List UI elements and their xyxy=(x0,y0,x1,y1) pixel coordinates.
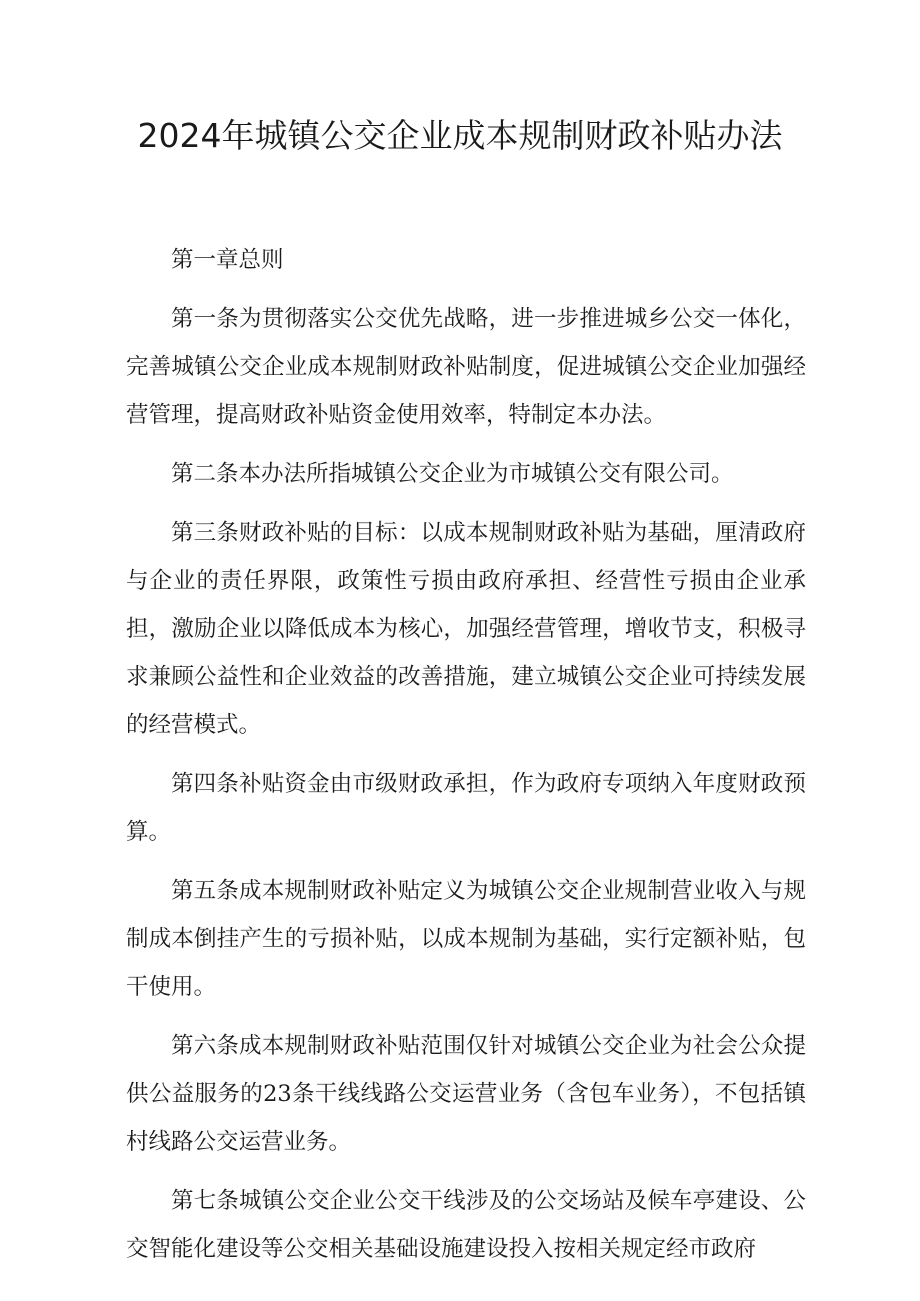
document-title: 2024年城镇公交企业成本规制财政补贴办法 xyxy=(137,116,783,155)
chapter-heading: 第一章总则 xyxy=(171,247,284,273)
document-body xyxy=(126,236,806,1284)
article-4: 第四条补贴资金由市级财政承担，作为政府专项纳入年度财政预算。 xyxy=(126,771,806,845)
article-1: 第一条为贯彻落实公交优先战略，进一步推进城乡公交一体化，完善城镇公交企业成本规制财政补贴制度，促进城镇公交企业加强经营管理，提高财政补贴资金使用效率，特制定本办法。 xyxy=(126,306,806,428)
article-7: 第七条城镇公交企业公交干线涉及的公交场站及候车亭建设、公交智能化建设等公交相关基础设施建设投入按相关规定经市政府 xyxy=(126,1188,806,1262)
article-5: 第五条成本规制财政补贴定义为城镇公交企业规制营业收入与规制成本倒挂产生的亏损补贴，以成本规制为基础，实行定额补贴，包干使用。 xyxy=(126,878,806,1000)
article-2: 第二条本办法所指城镇公交企业为市城镇公交有限公司。 xyxy=(171,461,734,487)
article-6: 第六条成本规制财政补贴范围仅针对城镇公交企业为社会公众提供公益服务的23条干线线路公交运营业务（含包车业务），不包括镇村线路公交运营业务。 xyxy=(126,1033,806,1155)
article-3: 第三条财政补贴的目标：以成本规制财政补贴为基础，厘清政府与企业的责任界限，政策性亏损由政府承担、经营性亏损由企业承担，激励企业以降低成本为核心，加强经营管理，增收节支，积极寻求兼顾公益性和企业效益的改善措施，建立城镇公交企业可持续发展的经营模式。 xyxy=(126,520,806,738)
